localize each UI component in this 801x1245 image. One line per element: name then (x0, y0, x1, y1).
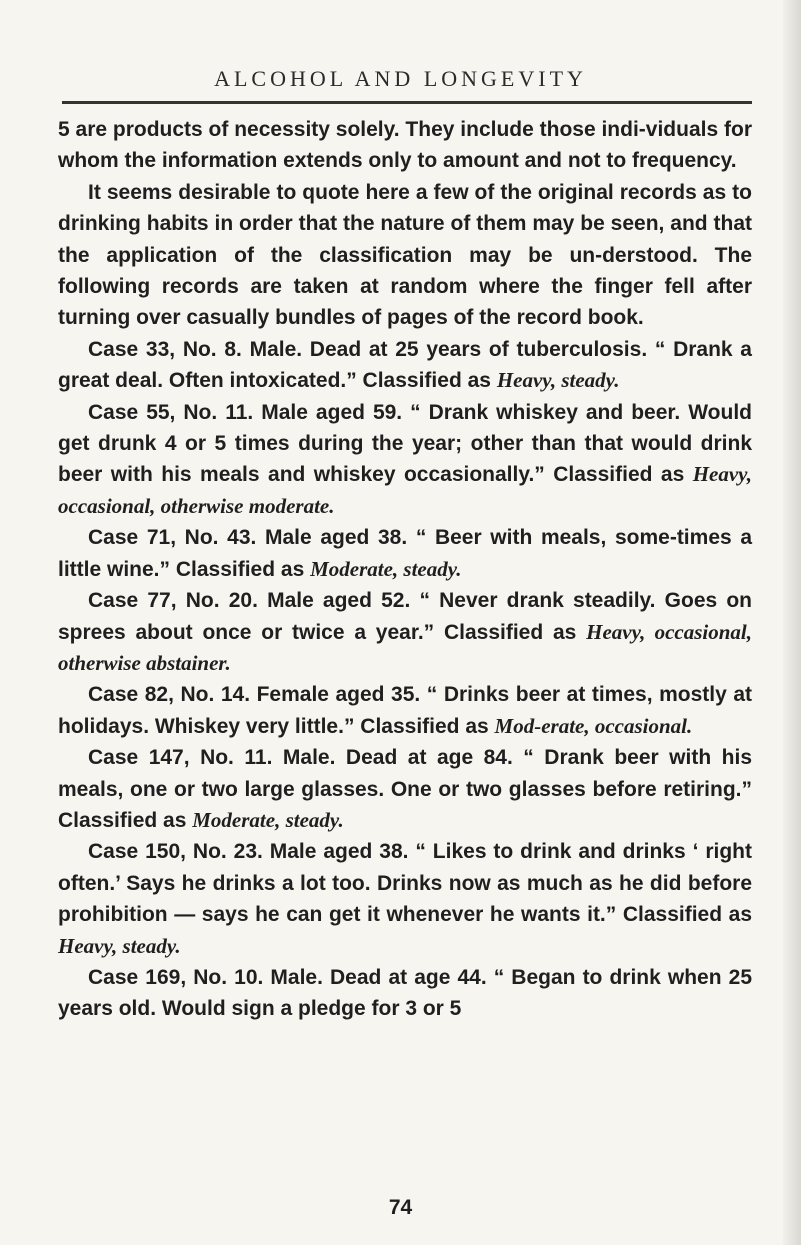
classification: Heavy, occasional, otherwise moderate. (58, 462, 752, 518)
case-text: Case 150, No. 23. Male aged 38. “ Likes to drink and drinks ‘ right often.’ Says he drinks a lot too. Drinks now as much as he did before prohibition — says he can get it whenever he wants it.” Classified as (58, 840, 752, 927)
classification: Moderate, steady. (192, 807, 344, 832)
case-record (58, 397, 752, 523)
classification: Mod-erate, occasional. (494, 713, 693, 738)
case-text: Case 169, No. 10. Male. Dead at age 44. “ Began to drink when 25 years old. Would sign a pledge for 3 or 5 (58, 965, 752, 1021)
body-text (58, 114, 752, 1025)
case-text: Case 82, No. 14. Female aged 35. “ Drinks beer at times, mostly at holidays. Whiskey very little.” Classified as (58, 683, 752, 738)
case-record (58, 962, 752, 1025)
running-head: ALCOHOL AND LONGEVITY (214, 66, 587, 91)
case-text: Case 71, No. 43. Male aged 38. “ Beer with meals, some-times a little wine.” Classified as (58, 526, 752, 581)
case-text: Case 77, No. 20. Male aged 52. “ Never drank steadily. Goes on sprees about once or twice a year.” Classified as (58, 589, 752, 644)
case-text: Case 147, No. 11. Male. Dead at age 84. “ Drank beer with his meals, one or two large glasses. One or two glasses before retiring.” Classified as (58, 746, 752, 832)
case-record (58, 334, 752, 397)
classification: Heavy, steady. (58, 933, 181, 958)
classification: Heavy, steady. (496, 368, 620, 393)
paragraph-continued (58, 114, 752, 177)
case-text: Case 55, No. 11. Male aged 59. “ Drank whiskey and beer. Would get drunk 4 or 5 times during the year; other than that would drink beer with his meals and whiskey occasionally.” Classified as (58, 400, 752, 487)
page-edge-shadow (783, 0, 801, 1245)
classification: Heavy, occasional, otherwise abstainer. (58, 619, 752, 675)
case-record (58, 742, 752, 836)
case-record (58, 585, 752, 679)
classification: Moderate, steady. (310, 556, 462, 581)
paragraph-text: It seems desirable to quote here a few of the original records as to drinking habits in order that the nature of them may be seen, and that the application of the classification may be un-derstood. The following records are taken at random where the finger fell after turning over casually bundles of pages of the record book. (58, 180, 752, 330)
case-record (58, 522, 752, 585)
paragraph-text: 5 are products of necessity solely. They include those indi-viduals for whom the information extends only to amount and not to frequency. (58, 118, 752, 173)
case-record (58, 836, 752, 962)
case-text: Case 33, No. 8. Male. Dead at 25 years of tuberculosis. “ Drank a great deal. Often intoxicated.” Classified as (58, 337, 752, 393)
page-number: 74 (388, 1196, 413, 1219)
case-record (58, 679, 752, 742)
header-rule (62, 101, 752, 104)
paragraph (58, 177, 752, 334)
